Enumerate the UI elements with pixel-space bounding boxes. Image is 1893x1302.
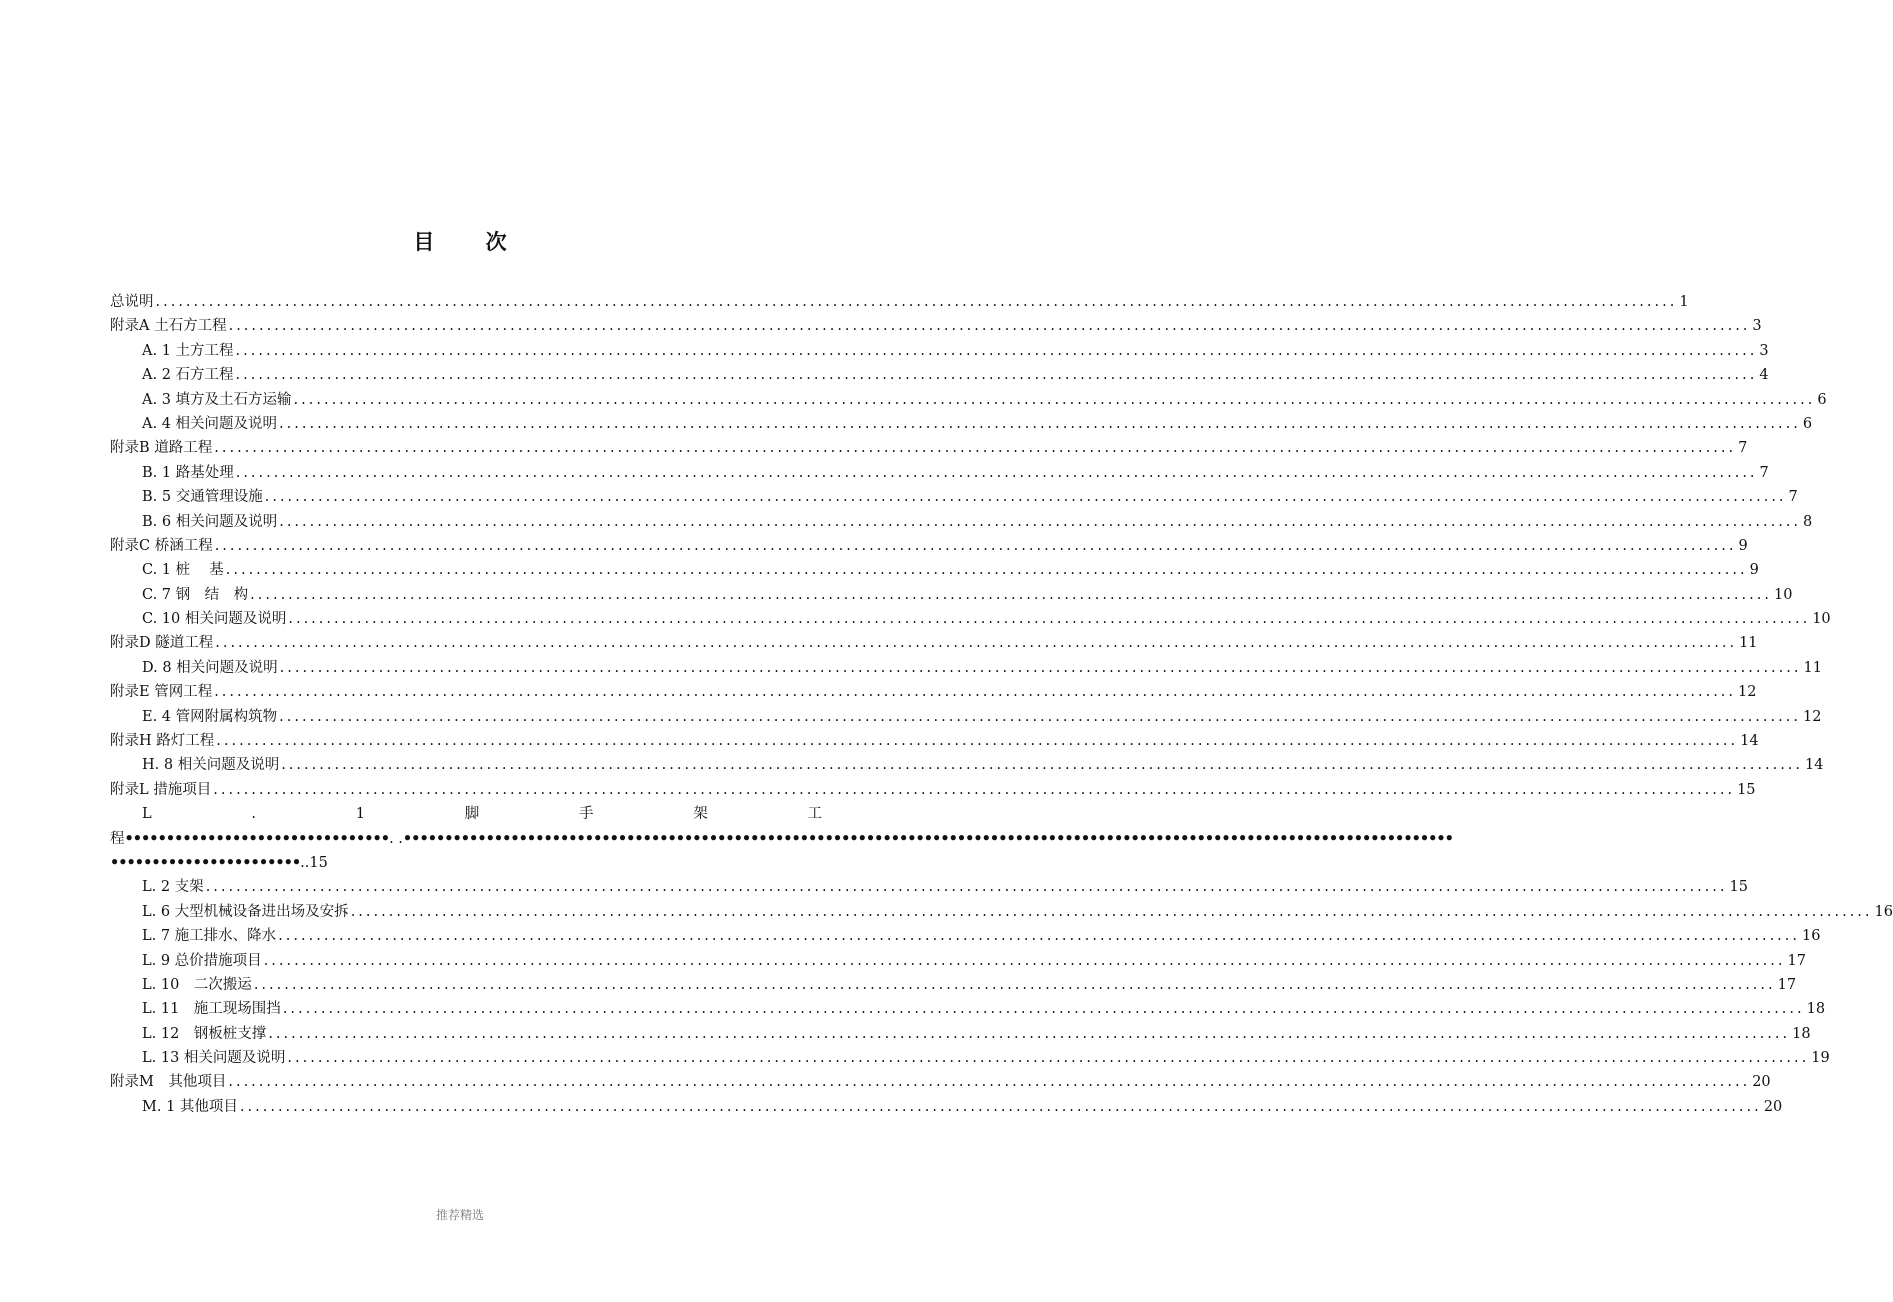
toc-entry-label: C. 10 相关问题及说明 [142, 611, 287, 628]
toc-wrapped-line-2 [110, 827, 1453, 851]
toc-entry-label: L. 9 总价措施项目 [142, 952, 262, 969]
toc-entry-label: L. 2 支架 [142, 879, 204, 896]
toc-entry-page: 18 [1792, 1025, 1811, 1042]
toc-entry[interactable] [110, 607, 1831, 631]
toc-entry-page: 16 [1874, 903, 1893, 920]
toc-wrapped-page: ..15 [300, 854, 328, 871]
toc-entry-page: 7 [1738, 440, 1748, 457]
toc-entry-page: 3 [1759, 342, 1769, 359]
toc-entry-page: 4 [1759, 367, 1769, 384]
toc-leader-dots [265, 485, 1787, 509]
toc-entry-page: 11 [1803, 659, 1822, 676]
toc-list [110, 290, 1831, 802]
toc-spread-char: 1 [355, 806, 365, 823]
toc-spread-char: 工 [807, 806, 822, 823]
toc-leader-dots: ••••••••••••••••••••••••••••••••••••••••••••••••••••••••••••••••••••••••••••••••••••••••••••••••••••••••••••••••••••••••••••••• [402, 829, 1453, 847]
toc-leader-dots [254, 973, 1776, 997]
toc-entry[interactable] [110, 314, 1762, 338]
toc-entry[interactable] [110, 534, 1748, 558]
toc-spread-char: 脚 [464, 806, 480, 823]
toc-entry-page: 9 [1738, 537, 1748, 554]
toc-entry[interactable] [110, 583, 1793, 607]
toc-leader-dots [268, 1022, 1790, 1046]
toc-entry-label: B. 6 相关问题及说明 [142, 513, 278, 530]
page-title: 目 次 [413, 230, 529, 254]
toc-entry-page: 1 [1679, 293, 1689, 310]
toc-leader-dots: •••••••••••••••••••••••••••••••• [124, 829, 390, 847]
toc-entry-page: 6 [1802, 415, 1813, 432]
toc-spread-char: 手 [578, 806, 594, 823]
toc-entry-label: 附录L 措施项目 [110, 781, 212, 798]
toc-leader-dots [279, 510, 1801, 534]
toc-entry-label: E. 4 管网附属构筑物 [142, 708, 278, 725]
toc-entry-page: 14 [1740, 733, 1759, 750]
toc-entry[interactable] [110, 461, 1769, 485]
toc-entry[interactable] [110, 388, 1827, 412]
toc-entry-label: 附录H 路灯工程 [110, 733, 215, 750]
toc-spread-char: 架 [693, 806, 708, 823]
toc-entry[interactable] [110, 631, 1758, 655]
toc-entry[interactable] [110, 510, 1813, 534]
toc-entry[interactable] [110, 436, 1748, 460]
toc-entry-label: D. 8 相关问题及说明 [142, 659, 278, 676]
toc-leader-dots [287, 1046, 1809, 1070]
toc-entry-page: 15 [1737, 781, 1756, 798]
toc-entry-label: L. 11 施工现场围挡 [142, 1001, 281, 1018]
toc-entry-label: 总说明 [110, 293, 154, 310]
toc-leader-dots [288, 607, 1810, 631]
toc-leader-dots [283, 997, 1805, 1021]
toc-entry[interactable] [110, 1046, 1830, 1070]
toc-leader-dots [264, 949, 1786, 973]
toc-wrapped-mid: . . [389, 830, 403, 847]
toc-entry-label: A. 1 土方工程 [142, 342, 234, 359]
toc-entry-page: 15 [1729, 879, 1748, 896]
toc-entry-page: 11 [1739, 635, 1758, 652]
toc-entry-page: 19 [1811, 1050, 1830, 1067]
toc-entry-page: 10 [1812, 611, 1831, 628]
toc-entry-page: 7 [1759, 464, 1769, 481]
toc-leader-dots [214, 436, 1736, 460]
toc-leader-dots [226, 558, 1748, 582]
toc-entry[interactable] [110, 558, 1759, 582]
toc-entry-label: A. 2 石方工程 [142, 367, 234, 384]
toc-entry-page: 12 [1802, 708, 1822, 725]
toc-entry-label: 附录B 道路工程 [110, 440, 213, 457]
toc-entry-page: 18 [1806, 1001, 1826, 1018]
toc-leader-dots [213, 778, 1735, 802]
toc-entry[interactable] [110, 997, 1826, 1021]
toc-wrapped-line-1 [110, 802, 822, 826]
toc-entry-label: M. 1 其他项目 [142, 1098, 238, 1115]
toc-entry[interactable] [110, 1022, 1811, 1046]
toc-entry-label: A. 3 填方及土石方运输 [142, 391, 292, 408]
toc-entry[interactable] [110, 973, 1797, 997]
toc-spread-char: L [142, 806, 152, 823]
toc-entry[interactable] [110, 705, 1822, 729]
toc-leader-dots [278, 924, 1800, 948]
toc-leader-dots [279, 412, 1801, 436]
toc-leader-dots [156, 290, 1678, 314]
toc-leader-dots [215, 631, 1737, 655]
toc-wrapped-char: 程 [110, 830, 125, 847]
toc-entry-label: C. 7 钢 结 构 [142, 586, 249, 603]
toc-entry[interactable] [110, 412, 1813, 436]
toc-leader-dots [351, 900, 1873, 924]
toc-entry-page: 17 [1777, 976, 1797, 993]
toc-leader-dots [279, 705, 1801, 729]
toc-entry-page: 20 [1763, 1098, 1783, 1115]
toc-entry[interactable] [110, 1071, 1771, 1095]
toc-wrapped-entry[interactable] [110, 802, 1453, 875]
toc-leader-dots [236, 339, 1758, 363]
toc-entry[interactable] [110, 753, 1824, 777]
toc-entry-label: H. 8 相关问题及说明 [142, 757, 280, 774]
toc-entry-label: 附录A 土石方工程 [110, 318, 227, 335]
toc-entry[interactable] [110, 680, 1757, 704]
toc-entry-label: L. 12 钢板桩支撑 [142, 1025, 267, 1042]
toc-entry-label: B. 1 路基处理 [142, 464, 234, 481]
toc-entry-page: 6 [1817, 391, 1827, 408]
toc-entry-label: 附录M 其他项目 [110, 1074, 227, 1091]
toc-entry[interactable] [110, 339, 1769, 363]
toc-leader-dots [240, 1095, 1762, 1119]
toc-spread-char: . [251, 806, 256, 823]
toc-leader-dots [236, 363, 1758, 387]
toc-entry-page: 8 [1803, 513, 1813, 530]
page-footer: 推荐精选 [435, 1208, 484, 1222]
toc-entry-page: 3 [1752, 318, 1762, 335]
toc-entry[interactable] [110, 729, 1759, 753]
toc-entry-label: L. 13 相关问题及说明 [142, 1050, 286, 1067]
toc-leader-dots [281, 753, 1803, 777]
toc-leader-dots [214, 680, 1736, 704]
toc-entry[interactable] [110, 656, 1822, 680]
toc-entry[interactable] [110, 924, 1821, 948]
toc-leader-dots [294, 388, 1816, 412]
toc-leader-dots [215, 534, 1737, 558]
toc-entry[interactable] [110, 290, 1689, 314]
toc-leader-dots [216, 729, 1738, 753]
toc-leader-dots [236, 461, 1758, 485]
toc-leader-dots [228, 1070, 1750, 1094]
toc-leader-dots [229, 314, 1751, 338]
toc-entry[interactable] [110, 900, 1893, 924]
toc-list [110, 875, 1893, 1119]
toc-entry-label: 附录C 桥涵工程 [110, 537, 213, 554]
toc-entry-label: C. 1 桩 基 [142, 562, 224, 579]
toc-entry[interactable] [110, 1095, 1783, 1119]
toc-entry-label: B. 5 交通管理设施 [142, 489, 263, 506]
toc-leader-dots [280, 656, 1802, 680]
toc-entry-page: 7 [1788, 489, 1798, 506]
toc-entry-label: A. 4 相关问题及说明 [142, 415, 278, 432]
toc-entry-label: 附录E 管网工程 [110, 684, 213, 701]
toc-entry-page: 12 [1738, 684, 1757, 701]
toc-entry-page: 10 [1773, 586, 1793, 603]
toc-entry-page: 9 [1749, 562, 1759, 579]
toc-entry-label: L. 10 二次搬运 [142, 976, 252, 993]
toc-entry[interactable] [110, 949, 1806, 973]
toc-leader-dots [206, 875, 1728, 899]
toc-wrapped-line-3 [110, 851, 822, 875]
toc-entry-page: 16 [1802, 928, 1821, 945]
toc-entry[interactable] [110, 485, 1798, 509]
toc-entry-page: 17 [1787, 952, 1806, 969]
toc-entry[interactable] [110, 778, 1756, 802]
toc-entry-label: L. 7 施工排水、降水 [142, 928, 277, 945]
toc-leader-dots [250, 583, 1772, 607]
table-of-contents [110, 290, 1893, 1119]
toc-entry-page: 20 [1752, 1074, 1771, 1091]
toc-entry[interactable] [110, 875, 1748, 899]
toc-leader-dots: ••••••••••••••••••••••• [110, 853, 301, 871]
toc-entry-label: L. 6 大型机械设备进出场及安拆 [142, 903, 349, 920]
toc-entry-label: 附录D 隧道工程 [110, 635, 214, 652]
toc-entry-page: 14 [1805, 757, 1824, 774]
toc-entry[interactable] [110, 363, 1769, 387]
